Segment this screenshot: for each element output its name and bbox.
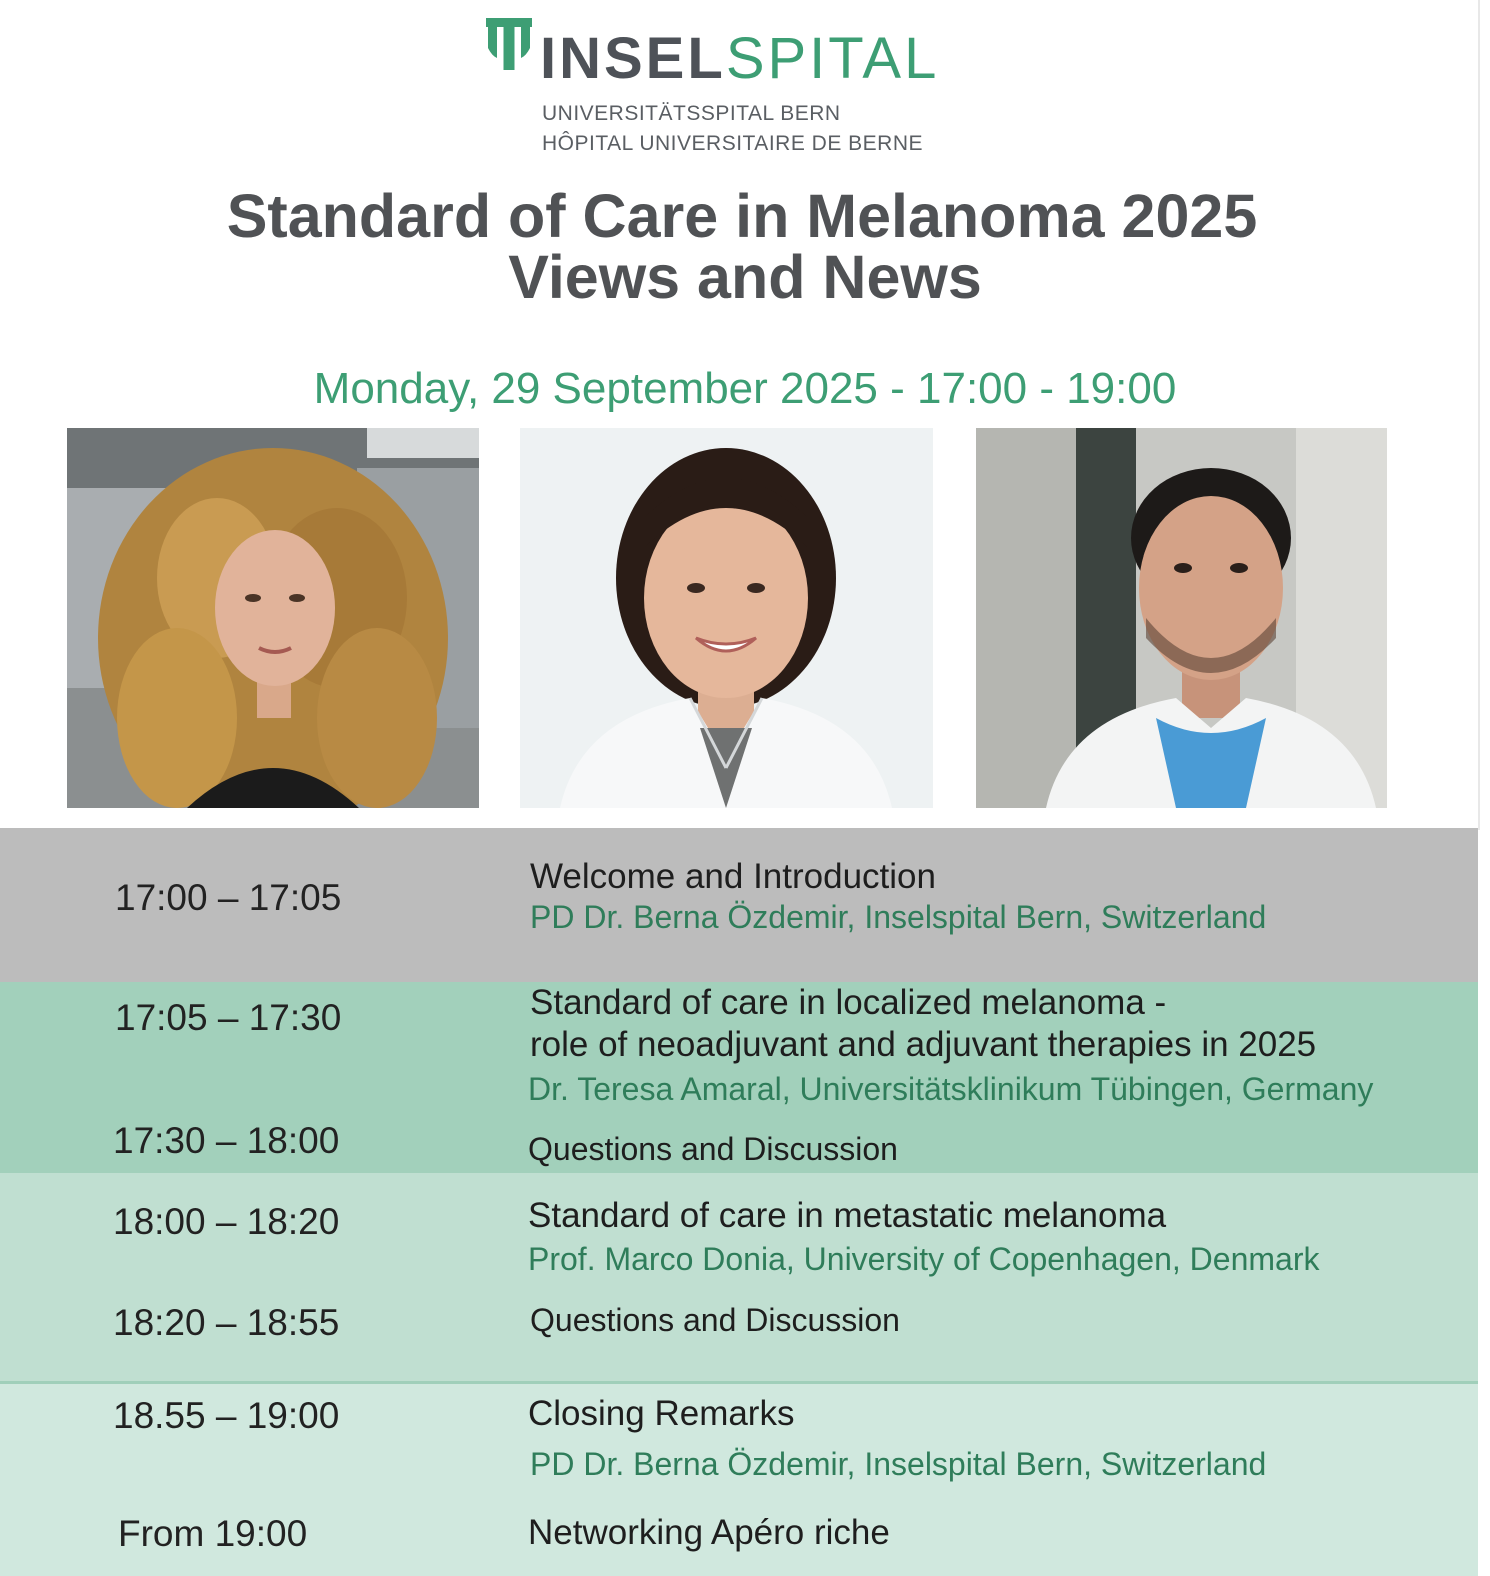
event-title-line1: Standard of Care in Melanoma 2025 bbox=[226, 182, 1258, 250]
agenda-topic: Closing Remarks bbox=[528, 1394, 795, 1433]
agenda-topic: Standard of care in metastatic melanoma bbox=[528, 1196, 1167, 1235]
agenda-time: From 19:00 bbox=[118, 1513, 308, 1554]
speaker-photo-marco-donia bbox=[976, 428, 1387, 808]
agenda-time: 17:30 – 18:00 bbox=[113, 1120, 340, 1161]
agenda-time: 18:00 – 18:20 bbox=[113, 1201, 340, 1242]
agenda-topic: Questions and Discussion bbox=[530, 1302, 900, 1338]
agenda-time: 18.55 – 19:00 bbox=[113, 1395, 340, 1436]
page-edge-line bbox=[1478, 0, 1480, 830]
agenda-speaker: Prof. Marco Donia, University of Copenhagen, Denmark bbox=[528, 1241, 1320, 1277]
event-title-line2: Views and News bbox=[508, 243, 982, 311]
agenda-topic-line2: role of neoadjuvant and adjuvant therapies in 2025 bbox=[530, 1025, 1317, 1064]
brand-wordmark bbox=[540, 26, 940, 91]
agenda-topic: Welcome and Introduction bbox=[530, 857, 936, 896]
brand-subtitle-de: UNIVERSITÄTSSPITAL BERN bbox=[542, 102, 841, 125]
agenda-speaker: Dr. Teresa Amaral, Universitätsklinikum Tübingen, Germany bbox=[528, 1071, 1374, 1107]
agenda-time: 17:00 – 17:05 bbox=[115, 877, 342, 918]
brand-subtitle-fr: HÔPITAL UNIVERSITAIRE DE BERNE bbox=[542, 132, 924, 155]
agenda-time: 17:05 – 17:30 bbox=[115, 997, 342, 1038]
agenda-topic: Questions and Discussion bbox=[528, 1131, 898, 1167]
inselspital-logo bbox=[486, 16, 946, 166]
brand-wordmark-part2: SPITAL bbox=[725, 26, 940, 91]
agenda-topic: Networking Apéro riche bbox=[528, 1513, 890, 1552]
event-date-time: Monday, 29 September 2025 - 17:00 - 19:00 bbox=[313, 364, 1177, 413]
agenda-time: 18:20 – 18:55 bbox=[113, 1302, 340, 1343]
inselspital-emblem-icon bbox=[486, 18, 532, 70]
agenda-topic-line1: Standard of care in localized melanoma - bbox=[530, 983, 1167, 1022]
agenda-speaker: PD Dr. Berna Özdemir, Inselspital Bern, Switzerland bbox=[530, 899, 1267, 935]
speaker-photo-teresa-amaral bbox=[67, 428, 479, 808]
agenda-speaker: PD Dr. Berna Özdemir, Inselspital Bern, Switzerland bbox=[530, 1446, 1267, 1482]
brand-wordmark-part1: INSEL bbox=[540, 26, 726, 91]
speaker-photo-berna-ozdemir bbox=[520, 428, 933, 808]
